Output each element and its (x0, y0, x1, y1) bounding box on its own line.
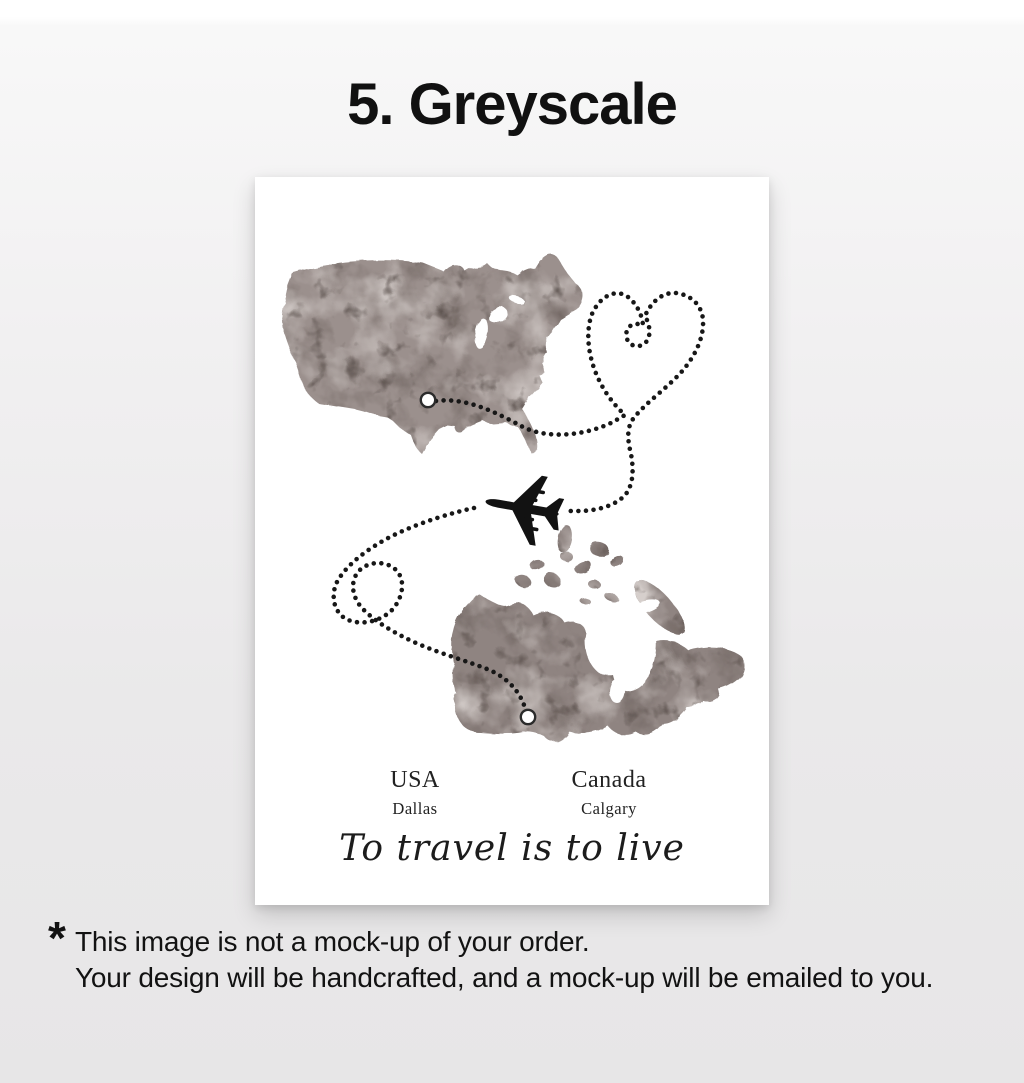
origin-marker (421, 393, 435, 407)
disclaimer-line-1: This image is not a mock-up of your order. (75, 926, 590, 957)
country-name: Canada (571, 767, 647, 793)
asterisk-icon: * (48, 912, 66, 964)
destination-marker (521, 710, 535, 724)
disclaimer-line-2: Your design will be handcrafted, and a mock-up will be emailed to you. (75, 962, 934, 993)
disclaimer (48, 912, 998, 996)
poster-quote: To travel is to live (339, 828, 685, 869)
city-name: Dallas (392, 799, 438, 818)
canada-watercolor-map (449, 524, 744, 742)
usa-watercolor-map (282, 255, 583, 454)
page-title: 5. Greyscale (347, 72, 677, 137)
poster-artwork (255, 177, 769, 905)
location-label-canada (534, 767, 684, 819)
poster (255, 177, 769, 905)
airplane-icon (479, 467, 567, 549)
city-name: Calgary (581, 799, 637, 818)
country-name: USA (390, 767, 440, 793)
location-label-usa (340, 767, 490, 819)
